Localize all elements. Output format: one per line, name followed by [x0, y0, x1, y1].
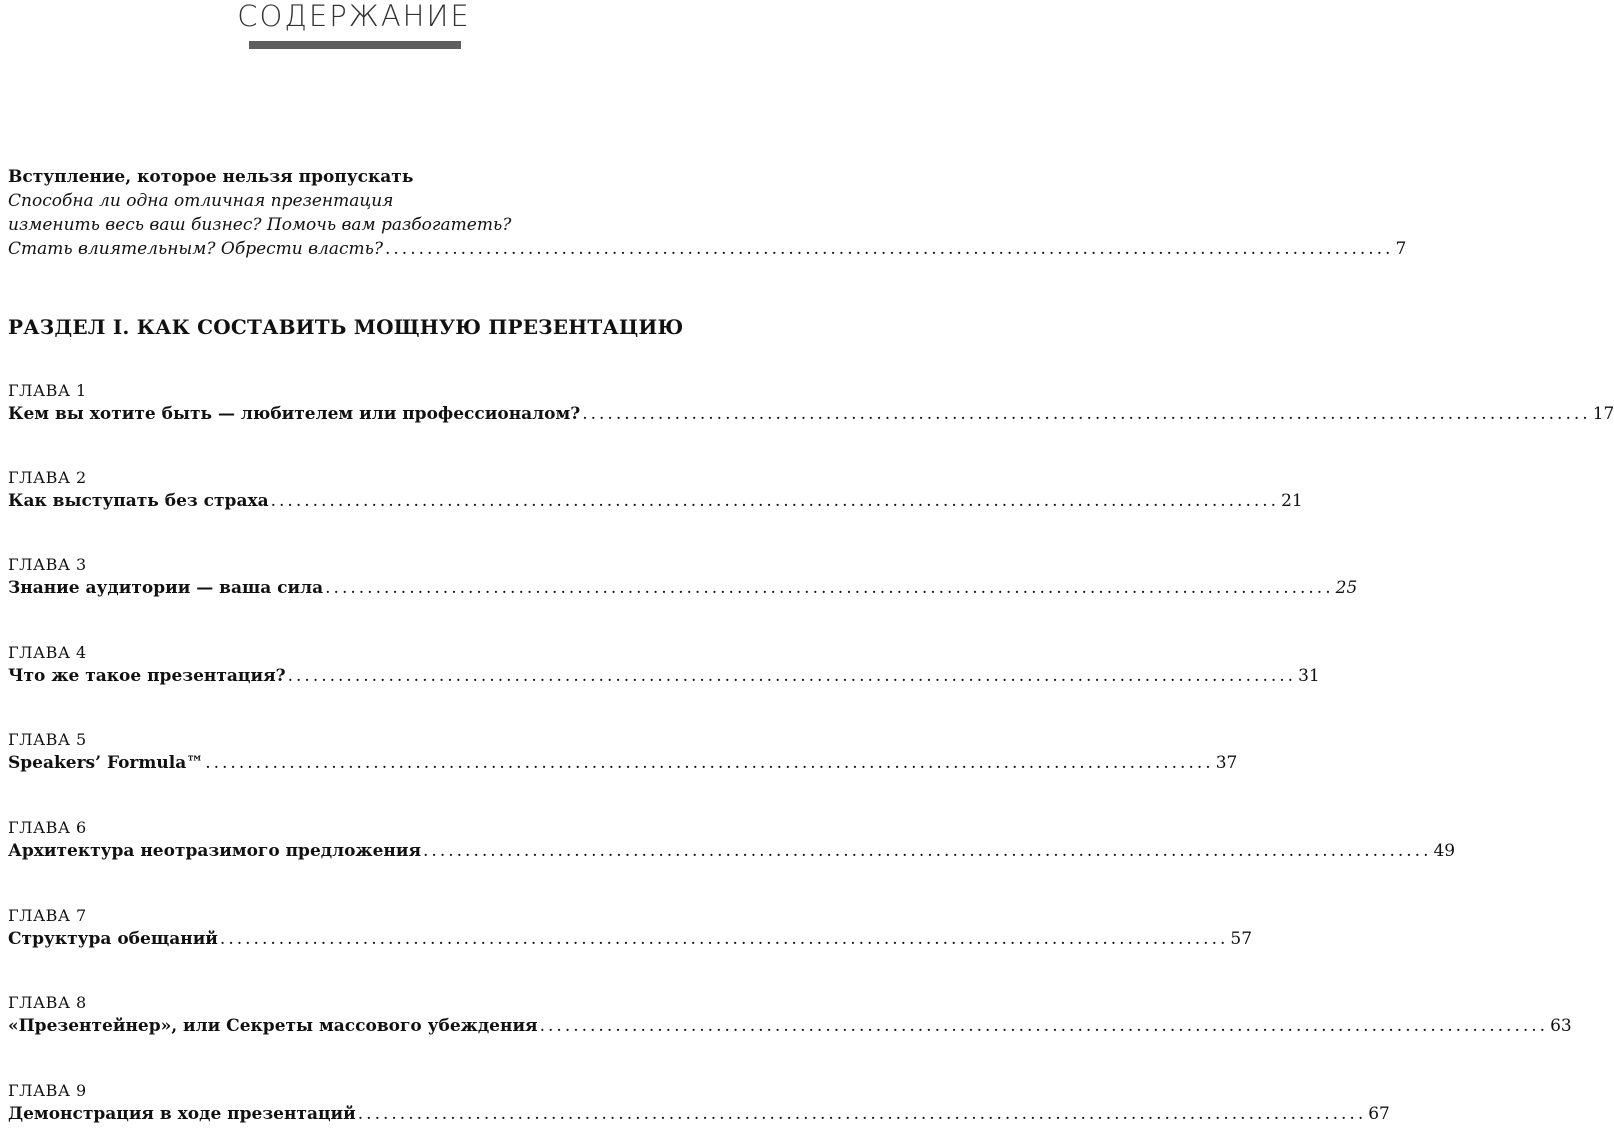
chapter-toc-line	[8, 489, 1303, 513]
section-heading: РАЗДЕЛ I. КАК СОСТАВИТЬ МОЩНУЮ ПРЕЗЕНТАЦИЮ	[8, 315, 684, 339]
page-number: 21	[1281, 491, 1303, 511]
chapter-title: Как выступать без страха	[8, 491, 269, 511]
intro-entry	[8, 165, 1407, 261]
page-number: 67	[1368, 1104, 1390, 1124]
chapter-toc-line	[8, 1014, 1572, 1038]
chapter-label: ГЛАВА 3	[8, 555, 87, 574]
chapter-entry	[8, 642, 1320, 688]
page-number: 37	[1215, 753, 1238, 773]
chapter-entry	[8, 905, 1253, 951]
dot-leader: ........................................................................................................................	[270, 491, 1280, 511]
chapter-title: Демонстрация в ходе презентаций	[8, 1104, 356, 1124]
chapter-title: Кем вы хотите быть — любителем или профессионалом?	[8, 404, 581, 424]
chapter-toc-line	[8, 576, 1358, 600]
page-number: 57	[1230, 929, 1253, 949]
dot-leader: ........................................................................................................................	[385, 239, 1394, 259]
chapter-entry	[8, 380, 1614, 426]
chapter-title: Знание аудитории — ваша сила	[8, 578, 324, 598]
chapter-toc-line	[8, 927, 1253, 951]
chapter-entry	[8, 817, 1456, 863]
chapter-entry	[8, 1080, 1390, 1126]
dot-leader: ........................................................................................................................	[325, 578, 1334, 598]
page-number: 17	[1592, 404, 1614, 424]
page-number: 25	[1335, 578, 1358, 598]
chapter-entry	[8, 554, 1358, 600]
chapter-label: ГЛАВА 7	[8, 906, 87, 925]
dot-leader: ........................................................................................................................	[219, 929, 1229, 949]
intro-subtitle-line: изменить весь ваш бизнес? Помочь вам разбогатеть?	[8, 215, 512, 235]
chapter-label: ГЛАВА 2	[8, 468, 87, 487]
page-number: 31	[1298, 666, 1320, 686]
intro-title: Вступление, которое нельзя пропускать	[8, 167, 414, 187]
chapter-label: ГЛАВА 5	[8, 730, 87, 749]
page-number: 49	[1433, 841, 1456, 861]
chapter-toc-line	[8, 402, 1614, 426]
title-underline	[249, 41, 461, 49]
dot-leader: ........................................................................................................................	[423, 841, 1432, 861]
chapter-entry	[8, 992, 1572, 1038]
dot-leader: ........................................................................................................................	[205, 753, 1214, 773]
chapter-label: ГЛАВА 9	[8, 1081, 87, 1100]
page-number: 63	[1550, 1016, 1572, 1036]
chapter-label: ГЛАВА 1	[8, 381, 87, 400]
chapter-toc-line	[8, 1102, 1390, 1126]
chapter-title: Архитектура неотразимого предложения	[8, 841, 422, 861]
chapter-title: Speakers’ Formula™	[8, 753, 204, 773]
dot-leader: ........................................................................................................................	[357, 1104, 1367, 1124]
chapter-title: Структура обещаний	[8, 929, 218, 949]
dot-leader: ........................................................................................................................	[287, 666, 1297, 686]
chapter-title: «Презентейнер», или Секреты массового убеждения	[8, 1016, 538, 1036]
chapter-title: Что же такое презентация?	[8, 666, 286, 686]
chapter-toc-line	[8, 839, 1456, 863]
intro-toc-line	[8, 237, 1407, 261]
intro-subtitle-line: Стать влиятельным? Обрести власть?	[8, 239, 383, 259]
chapter-label: ГЛАВА 4	[8, 643, 87, 662]
dot-leader: ........................................................................................................................	[582, 404, 1591, 424]
chapter-label: ГЛАВА 8	[8, 993, 87, 1012]
chapter-toc-line	[8, 751, 1238, 775]
chapter-toc-line	[8, 664, 1320, 688]
intro-subtitle-line: Способна ли одна отличная презентация	[8, 191, 394, 211]
chapter-entry	[8, 467, 1303, 513]
page-title: СОДЕРЖАНИЕ	[237, 0, 471, 33]
dot-leader: ........................................................................................................................	[539, 1016, 1549, 1036]
page-number: 7	[1395, 239, 1407, 259]
chapter-label: ГЛАВА 6	[8, 818, 87, 837]
chapter-entry	[8, 729, 1238, 775]
